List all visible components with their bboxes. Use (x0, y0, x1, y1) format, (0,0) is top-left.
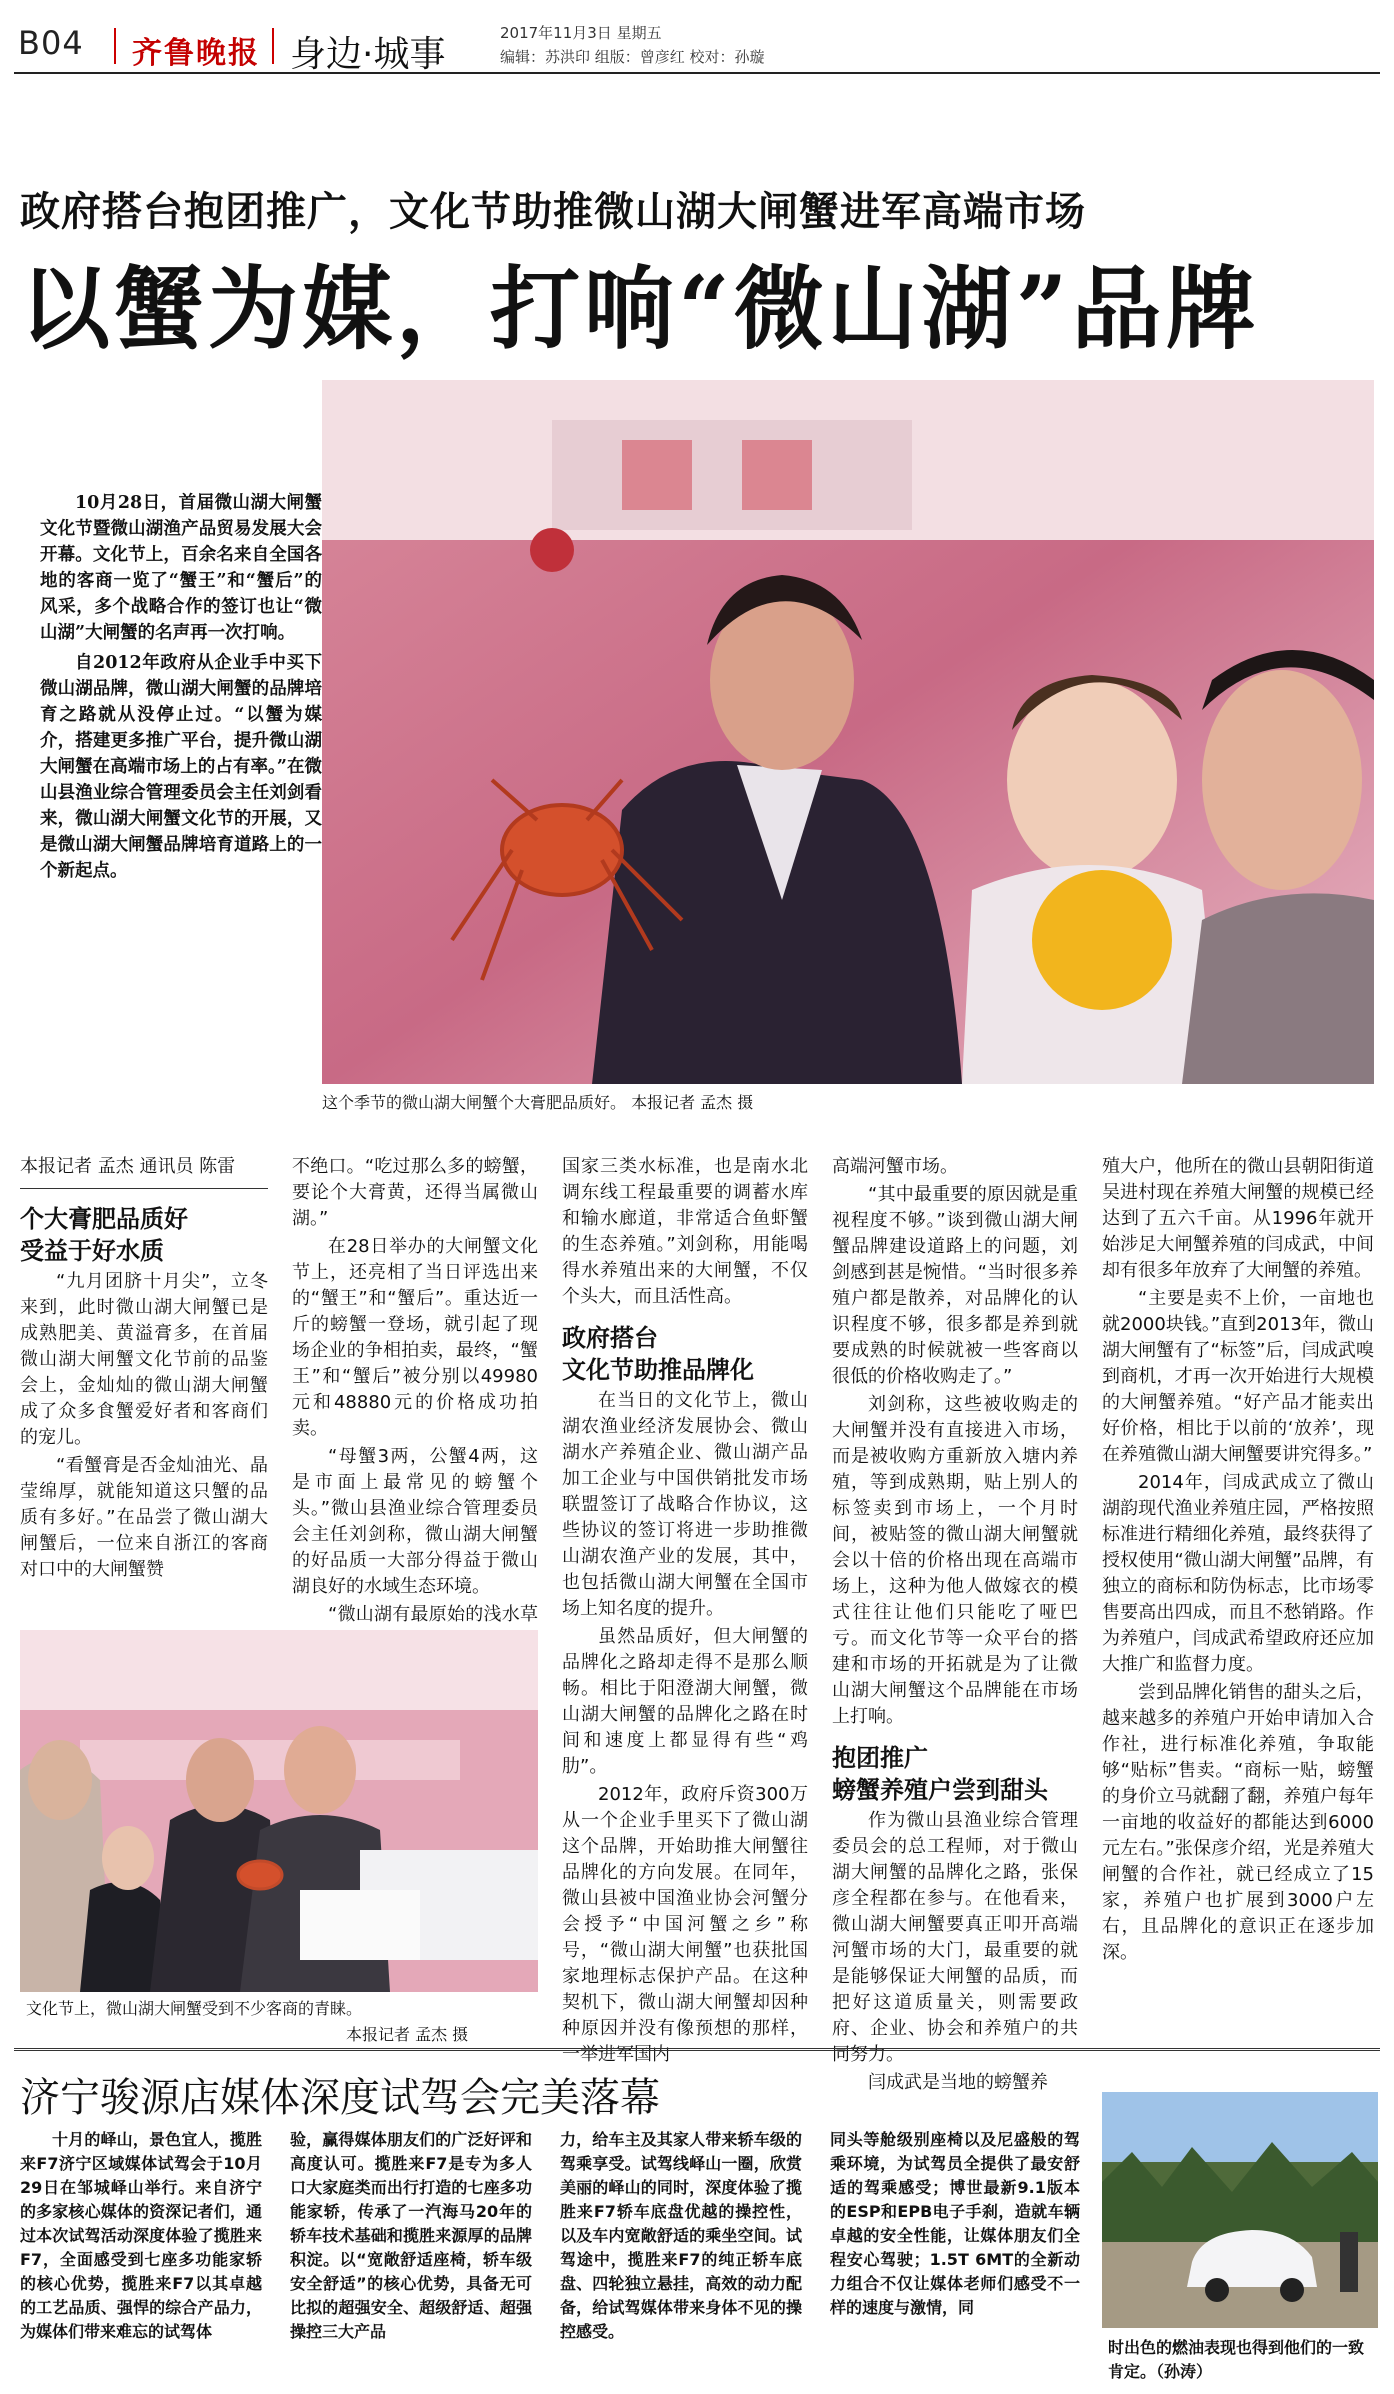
ad-paragraph: 力，给车主及其家人带来轿车级的驾乘享受。试驾线峄山一圈，欣赏美丽的峄山的同时，深度体验了揽胜来F7轿车底盘优越的操控性，以及车内宽敞舒适的乘坐空间。试驾途中，揽胜来F7的纯正轿车底盘、四轮独立悬挂，高效的动力配备，给试驾媒体带来身体不见的操控感受。 (560, 2130, 802, 2341)
article-column-5 (1102, 1154, 1374, 1968)
photo1-caption: 这个季节的微山湖大闸蟹个大膏肥品质好。 本报记者 孟杰 摄 (322, 1093, 754, 1112)
main-photo (322, 380, 1374, 1084)
ad-column-2 (290, 2128, 532, 2344)
body-paragraph: 虽然品质好，但大闸蟹的品牌化之路却走得不是那么顺畅。相比于阳澄湖大闸蟹，微山湖大闸蟹的品牌化之路在时间和速度上都显得有些“鸡肋”。 (562, 1626, 808, 1777)
header-divider (272, 28, 274, 64)
ad-column-3 (560, 2128, 802, 2344)
body-paragraph: “微山湖有最原始的浅水草 (328, 1604, 538, 1625)
editor-credits: 编辑：苏洪印 组版：曾彦红 校对：孙璇 (500, 48, 765, 66)
intro-paragraph: 自2012年政府从企业手中买下微山湖品牌，微山湖大闸蟹的品牌培育之路就从没停止过。“以蟹为媒介，搭建更多推广平台，提升微山湖大闸蟹在高端市场上的占有率。”在微山县渔业综合管理委员会主任刘剑看来，微山湖大闸蟹文化节的开展，又是微山湖大闸蟹品牌培育道路上的一个新起点。 (40, 653, 322, 881)
subheading-3: 抱团推广 螃蟹养殖户尝到甜头 (832, 1744, 1048, 1804)
article-column-4 (832, 1154, 1078, 2098)
header-divider (114, 28, 116, 64)
ad-paragraph: 验，赢得媒体朋友们的广泛好评和高度认可。揽胜来F7是专为多人口大家庭类而出行打造的七座多功能家轿，传承了一汽海马20年的轿车技术基础和揽胜来源厚的品牌积淀。以“宽敞舒适座椅，轿车级安全舒适”的核心优势，具备无可比拟的超强安全、超级舒适、超强操控三大产品 (290, 2130, 532, 2341)
body-paragraph: 在当日的文化节上，微山湖农渔业经济发展协会、微山湖水产养殖企业、微山湖产品加工企业与中国供销批发市场联盟签订了战略合作协议，这些协议的签订将进一步助推微山湖农渔产业的发展，其中，也包括微山湖大闸蟹在全国市场上知名度的提升。 (562, 1390, 808, 1619)
body-paragraph: 刘剑称，这些被收购走的大闸蟹并没有直接进入市场，而是被收购方重新放入塘内养殖，等到成熟期，贴上别人的标签卖到市场上，一个月时间，被贴签的微山湖大闸蟹就会以十倍的价格出现在高端市场上，这种为他人做嫁衣的模式往往让他们只能吃了哑巴亏。而文化节等一众平台的搭建和市场的开拓就是为了让微山湖大闸蟹这个品牌能在市场上打响。 (832, 1394, 1078, 1727)
subheading-2: 政府搭台 文化节助推品牌化 (562, 1324, 754, 1384)
masthead (14, 14, 1380, 74)
body-paragraph: 高端河蟹市场。 (832, 1156, 958, 1177)
body-paragraph: 2014年，闫成武成立了微山湖韵现代渔业养殖庄园，严格按照标准进行精细化养殖，最终获得了授权使用“微山湖大闸蟹”品牌，有独立的商标和防伪标志，比市场零售要高出四成，而且不愁销路。作为养殖户，闫成武希望政府还应加大推广和监督力度。 (1102, 1472, 1374, 1675)
body-paragraph: 闫成武是当地的螃蟹养 (868, 2072, 1048, 2093)
ad-column-1 (20, 2128, 262, 2344)
article-column-2 (292, 1154, 538, 1656)
ad-caption: 时出色的燃油表现也得到他们的一致肯定。（孙涛） (1108, 2338, 1365, 2381)
body-paragraph: 在28日举办的大闸蟹文化节上，还亮相了当日评选出来的“蟹王”和“蟹后”。重达近一斤的螃蟹一登场，就引起了现场企业的争相拍卖，最终，“蟹王”和“蟹后”被分别以49980元和48880元的价格成功拍卖。 (292, 1236, 538, 1439)
photo2-caption: 文化节上，微山湖大闸蟹受到不少客商的青睐。 (26, 1999, 363, 2018)
body-paragraph: “其中最重要的原因就是重视程度不够。”谈到微山湖大闸蟹品牌建设道路上的问题，刘剑感到甚是惋惜。“当时很多养殖户都是散养，对品牌化的认识程度不够，很多都是养到就要成熟的时候就被一些客商以很低的价格收购走了。” (832, 1184, 1078, 1387)
article-headline: 以蟹为媒，打响“微山湖”品牌 (20, 256, 1260, 362)
car-photo-illustration (1102, 2092, 1378, 2328)
body-paragraph: 尝到品牌化销售的甜头之后，越来越多的养殖户开始申请加入合作社，进行标准化养殖，争取能够“贴标”售卖。“商标一贴，螃蟹的身价立马就翻了翻，养殖户每年一亩地的收益好的都能达到6000元左右。”张保彦介绍，光是养殖大闸蟹的合作社，就已经成立了15家，养殖户也扩展到3000户左右，且品牌化的意识正在逐步加深。 (1102, 1682, 1374, 1963)
body-paragraph: 不绝口。“吃过那么多的螃蟹，要论个大膏黄，还得当属微山湖。” (292, 1156, 538, 1229)
article-intro (40, 490, 322, 888)
ad-divider (14, 2048, 1380, 2051)
body-paragraph: “主要是卖不上价，一亩地也就2000块钱。”直到2013年，微山湖大闸蟹有了“标签”后，闫成武嗅到商机，才再一次开始进行大规模的大闸蟹养殖。“好产品才能卖出好价格，相比于以前的‘放养’，现在养殖微山湖大闸蟹要讲究得多。” (1102, 1288, 1374, 1465)
ad-title: 济宁骏源店媒体深度试驾会完美落幕 (20, 2075, 660, 2121)
body-paragraph: 作为微山县渔业综合管理委员会的总工程师，对于微山湖大闸蟹的品牌化之路，张保彦全程都在参与。在他看来，微山湖大闸蟹要真正叩开高端河蟹市场的大门，最重要的就是能够保证大闸蟹的品质，而把好这道质量关，则需要政府、企业、协会和养殖户的共同努力。 (832, 1810, 1078, 2065)
ad-column-4 (830, 2128, 1080, 2320)
body-paragraph: 2012年，政府斥资300万从一个企业手里买下了微山湖这个品牌，开始助推大闸蟹往品牌化的方向发展。在同年，微山县被中国渔业协会河蟹分会授予“中国河蟹之乡”称号，“微山湖大闸蟹”也获批国家地理标志保护产品。在这种契机下，微山湖大闸蟹却因种种原因并没有像预想的那样，一举进军国内 (562, 1784, 808, 2065)
ad-paragraph: 同头等舱级别座椅以及尼盛般的驾乘环境，为试驾员全提供了最安舒适的驾乘感受；博世最新9.1版本的ESP和EPB电子手刹，造就车辆卓越的安全性能，让媒体朋友们全程安心驾驶；1.5T 6MT的全新动力组合不仅让媒体老师们感受不一样的速度与激情，同 (830, 2130, 1080, 2317)
page-number: B04 (18, 24, 84, 62)
intro-paragraph: 10月28日，首届微山湖大闸蟹文化节暨微山湖渔产品贸易发展大会开幕。文化节上，百余名来自全国各地的客商一览了“蟹王”和“蟹后”的风采，多个战略合作的签订也让“微山湖”大闸蟹的名声再一次打响。 (40, 493, 322, 643)
body-paragraph: “看蟹膏是否金灿油光、晶莹绵厚，就能知道这只蟹的品质有多好。”在品尝了微山湖大闸蟹后，一位来自浙江的客商对口中的大闸蟹赞 (20, 1455, 268, 1580)
body-paragraph: 殖大户，他所在的微山县朝阳街道吴进村现在养殖大闸蟹的规模已经达到了五六千亩。从1996年就开始涉足大闸蟹养殖的闫成武，中间却有很多年放弃了大闸蟹的养殖。 (1102, 1156, 1374, 1281)
body-paragraph: “九月团脐十月尖”，立冬来到，此时微山湖大闸蟹已是成熟肥美、黄溢膏多，在首届微山湖大闸蟹文化节前的品鉴会上，金灿灿的微山湖大闸蟹成了众多食蟹爱好者和客商们的宠儿。 (20, 1271, 268, 1448)
body-paragraph: 国家三类水标准，也是南水北调东线工程最重要的调蓄水库和输水廊道，非常适合鱼虾蟹的生态养殖。”刘剑称，用能喝得水养殖出来的大闸蟹，不仅个头大，而且活性高。 (562, 1156, 808, 1307)
crab-photo-illustration (322, 380, 1374, 1084)
secondary-photo (20, 1630, 538, 1992)
merchants-photo-illustration (20, 1630, 538, 1992)
article-column-1 (20, 1154, 268, 1585)
ad-photo (1102, 2092, 1378, 2328)
byline: 本报记者 孟杰 通讯员 陈雷 (20, 1156, 236, 1177)
newspaper-logo: 齐鲁晚报 (132, 36, 260, 71)
subheading-1: 个大膏肥品质好 受益于好水质 (20, 1205, 188, 1265)
byline-rule (20, 1188, 268, 1189)
section-name: 身边·城事 (290, 34, 446, 75)
photo2-credit: 本报记者 孟杰 摄 (346, 2025, 469, 2044)
article-kicker: 政府搭台抱团推广，文化节助推微山湖大闸蟹进军高端市场 (20, 189, 1086, 235)
publication-date: 2017年11月3日 星期五 (500, 24, 662, 42)
ad-paragraph: 十月的峄山，景色宜人，揽胜来F7济宁区域媒体试驾会于10月29日在邹城峄山举行。来自济宁的多家核心媒体的资深记者们，通过本次试驾活动深度体验了揽胜来F7，全面感受到七座多功能家轿的核心优势，揽胜来F7以其卓越的工艺品质、强悍的综合产品力，为媒体们带来难忘的试驾体 (20, 2130, 262, 2341)
article-column-3 (562, 1154, 808, 2070)
body-paragraph: “母蟹3两，公蟹4两，这是市面上最常见的螃蟹个头。”微山县渔业综合管理委员会主任刘剑称，微山湖大闸蟹的好品质一大部分得益于微山湖良好的水域生态环境。 (292, 1446, 538, 1597)
